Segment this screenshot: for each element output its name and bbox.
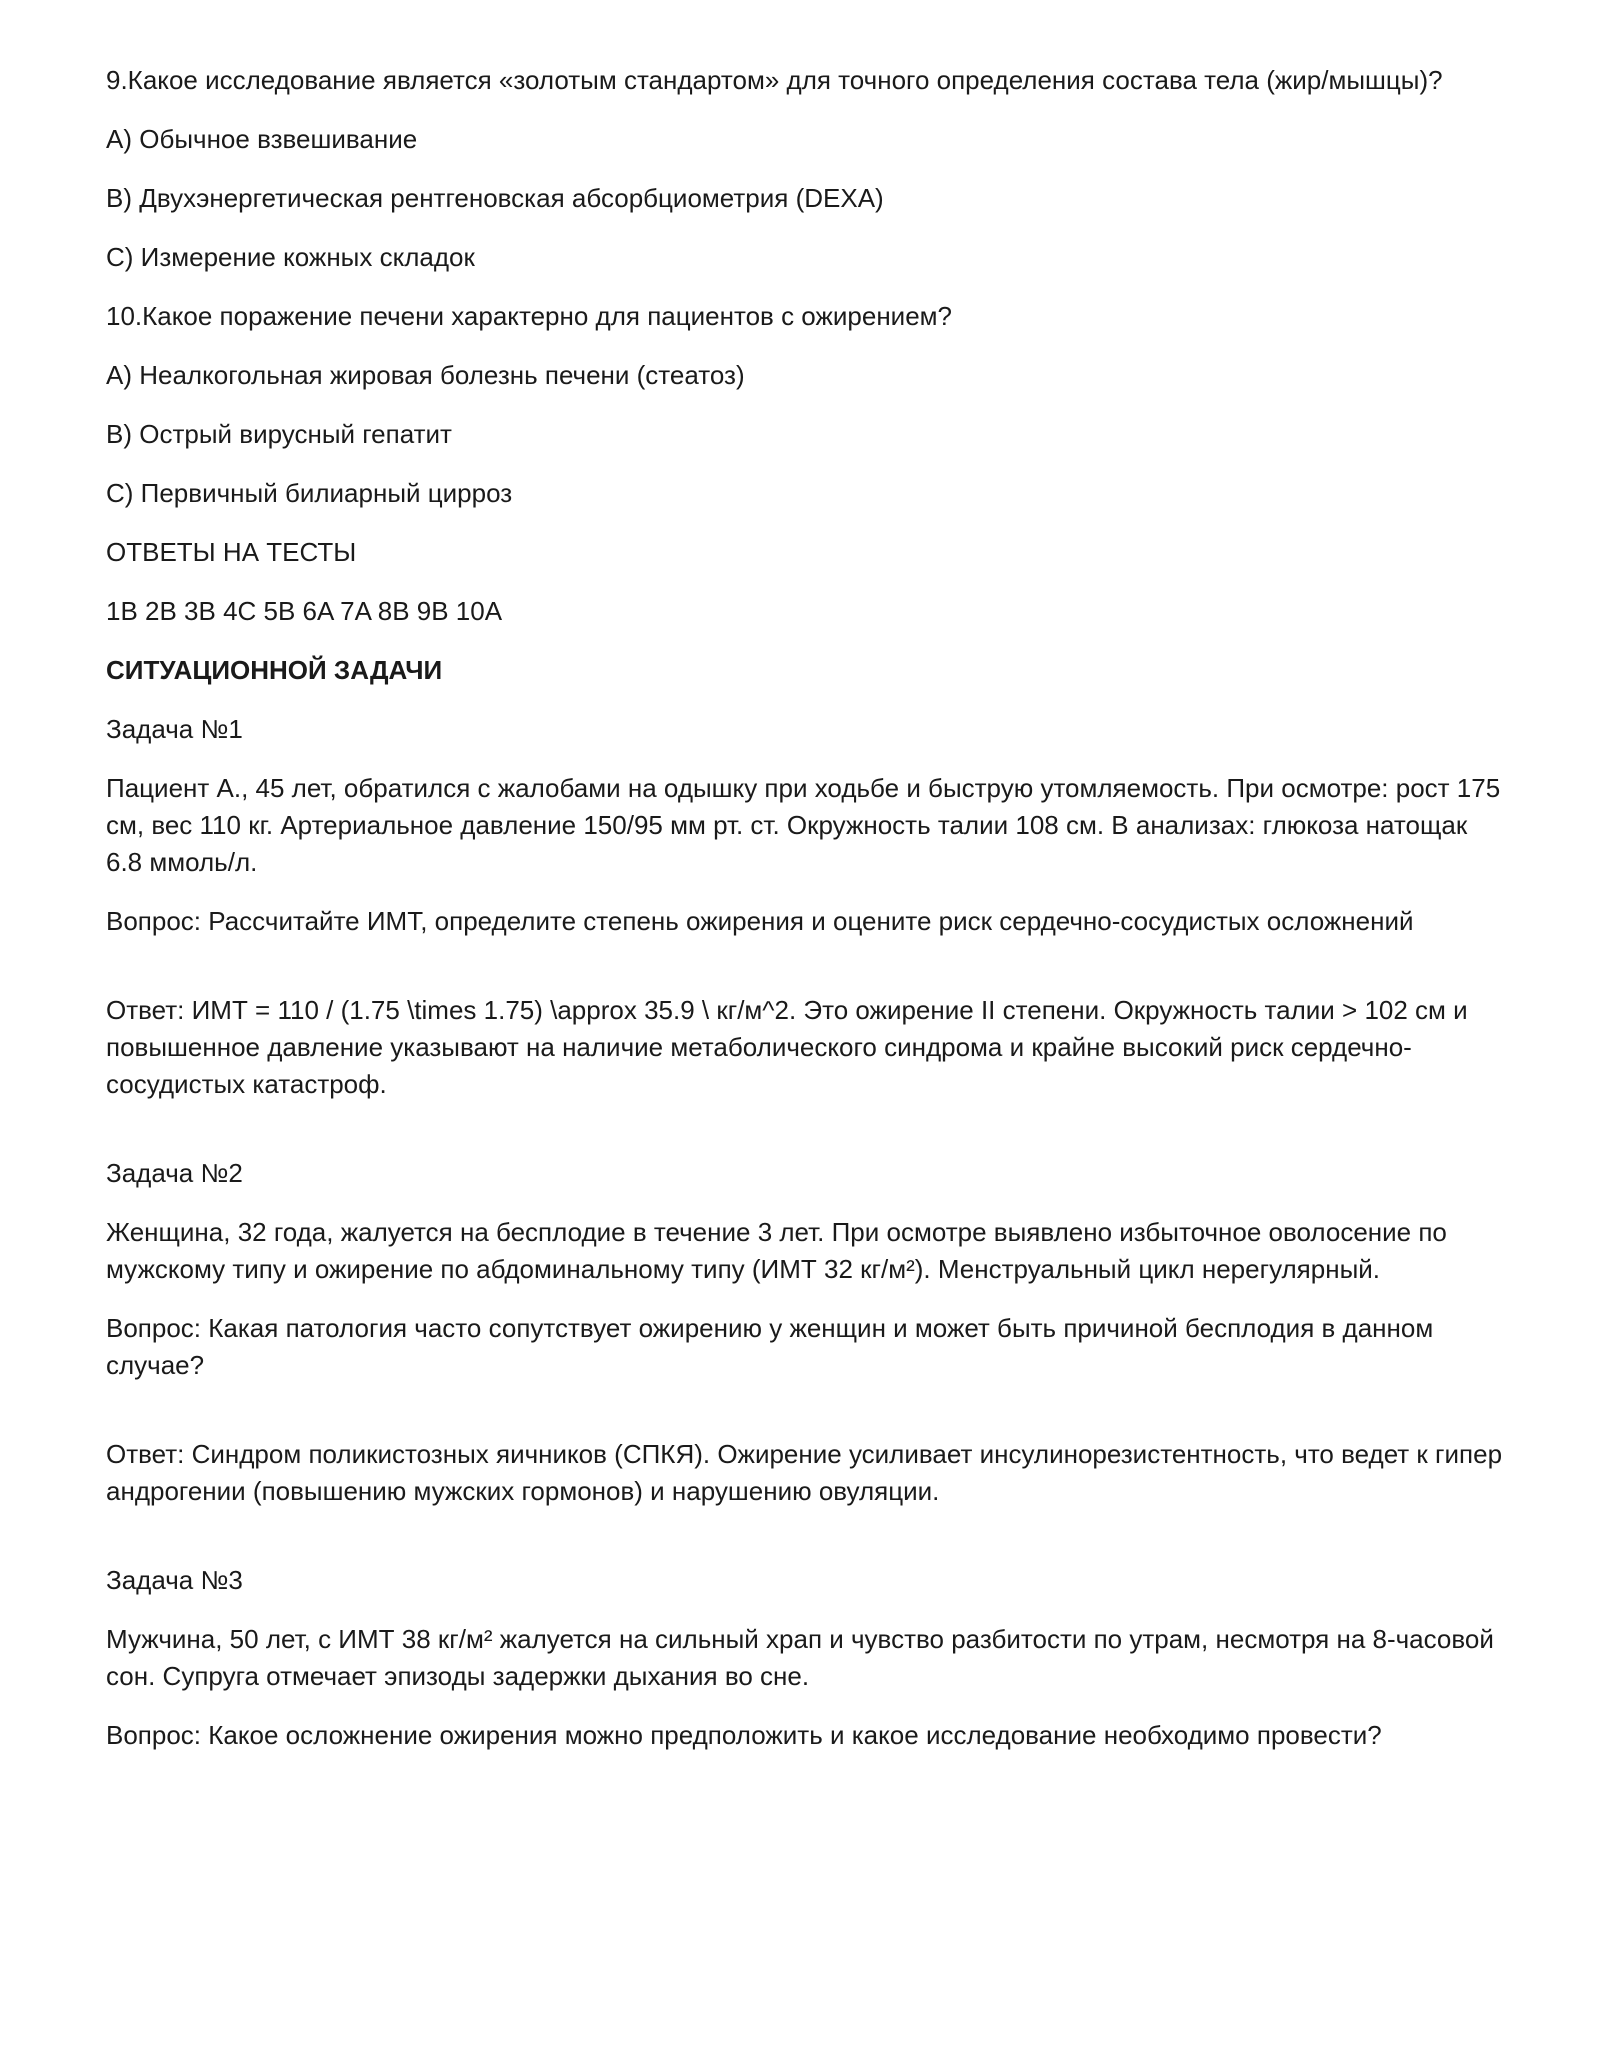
answers-key: 1B 2B 3B 4C 5B 6A 7A 8B 9B 10A — [106, 596, 503, 626]
task-2-title: Задача №2 — [106, 1158, 243, 1188]
question-9: 9.Какое исследование является «золотым стандартом» для точного определения состава тела (жир/мышцы)? — [106, 65, 1443, 95]
question-10-option-a: A) Неалкогольная жировая болезнь печени (стеатоз) — [106, 360, 745, 390]
document-page — [106, 62, 1510, 1776]
question-9-option-a: A) Обычное взвешивание — [106, 124, 418, 154]
task-3-question: Вопрос: Какое осложнение ожирения можно предположить и какое исследование необходимо провести? — [106, 1720, 1382, 1750]
question-9-option-b: B) Двухэнергетическая рентгеновская абсорбциометрия (DEXA) — [106, 183, 884, 213]
task-1-question: Вопрос: Рассчитайте ИМТ, определите степень ожирения и оцените риск сердечно-сосудистых осложнений — [106, 906, 1414, 936]
question-10: 10.Какое поражение печени характерно для пациентов с ожирением? — [106, 301, 952, 331]
section-title: СИТУАЦИОННОЙ ЗАДАЧИ — [106, 655, 443, 685]
task-3-text: Мужчина, 50 лет, с ИМТ 38 кг/м² жалуется на сильный храп и чувство разбитости по утрам, несмотря на 8-часовой сон. Супруга отмечает эпизоды задержки дыхания во сне. — [106, 1624, 1502, 1691]
task-3-title: Задача №3 — [106, 1565, 243, 1595]
task-1-text: Пациент А., 45 лет, обратился с жалобами на одышку при ходьбе и быструю утомляемость. При осмотре: рост 175 см, вес 110 кг. Артериальное давление 150/95 мм рт. ст. Окружность талии 108 см. В анализах: глюкоза натощак 6.8 ммоль/л. — [106, 773, 1508, 877]
question-10-option-b: B) Острый вирусный гепатит — [106, 419, 452, 449]
task-1-title: Задача №1 — [106, 714, 243, 744]
task-2-question: Вопрос: Какая патология часто сопутствует ожирению у женщин и может быть причиной бесплодия в данном случае? — [106, 1313, 1441, 1380]
answers-title: ОТВЕТЫ НА ТЕСТЫ — [106, 537, 357, 567]
task-1-answer: Ответ: ИМТ = 110 / (1.75 \times 1.75) \approx 35.9 \ кг/м^2. Это ожирение II степени. Окружность талии > 102 см и повышенное давление указывают на наличие метаболического синдрома и крайне высокий риск сердечно-сосудистых катастроф. — [106, 995, 1475, 1099]
question-9-option-c: C) Измерение кожных складок — [106, 242, 475, 272]
task-2-text: Женщина, 32 года, жалуется на бесплодие в течение 3 лет. При осмотре выявлено избыточное оволосение по мужскому типу и ожирение по абдоминальному типу (ИМТ 32 кг/м²). Менструальный цикл нерегулярный. — [106, 1217, 1455, 1284]
task-2-answer: Ответ: Синдром поликистозных яичников (СПКЯ). Ожирение усиливает инсулинорезистентность, что ведет к гипер андрогении (повышению мужских гормонов) и нарушению овуляции. — [106, 1439, 1510, 1506]
question-10-option-c: C) Первичный билиарный цирроз — [106, 478, 513, 508]
